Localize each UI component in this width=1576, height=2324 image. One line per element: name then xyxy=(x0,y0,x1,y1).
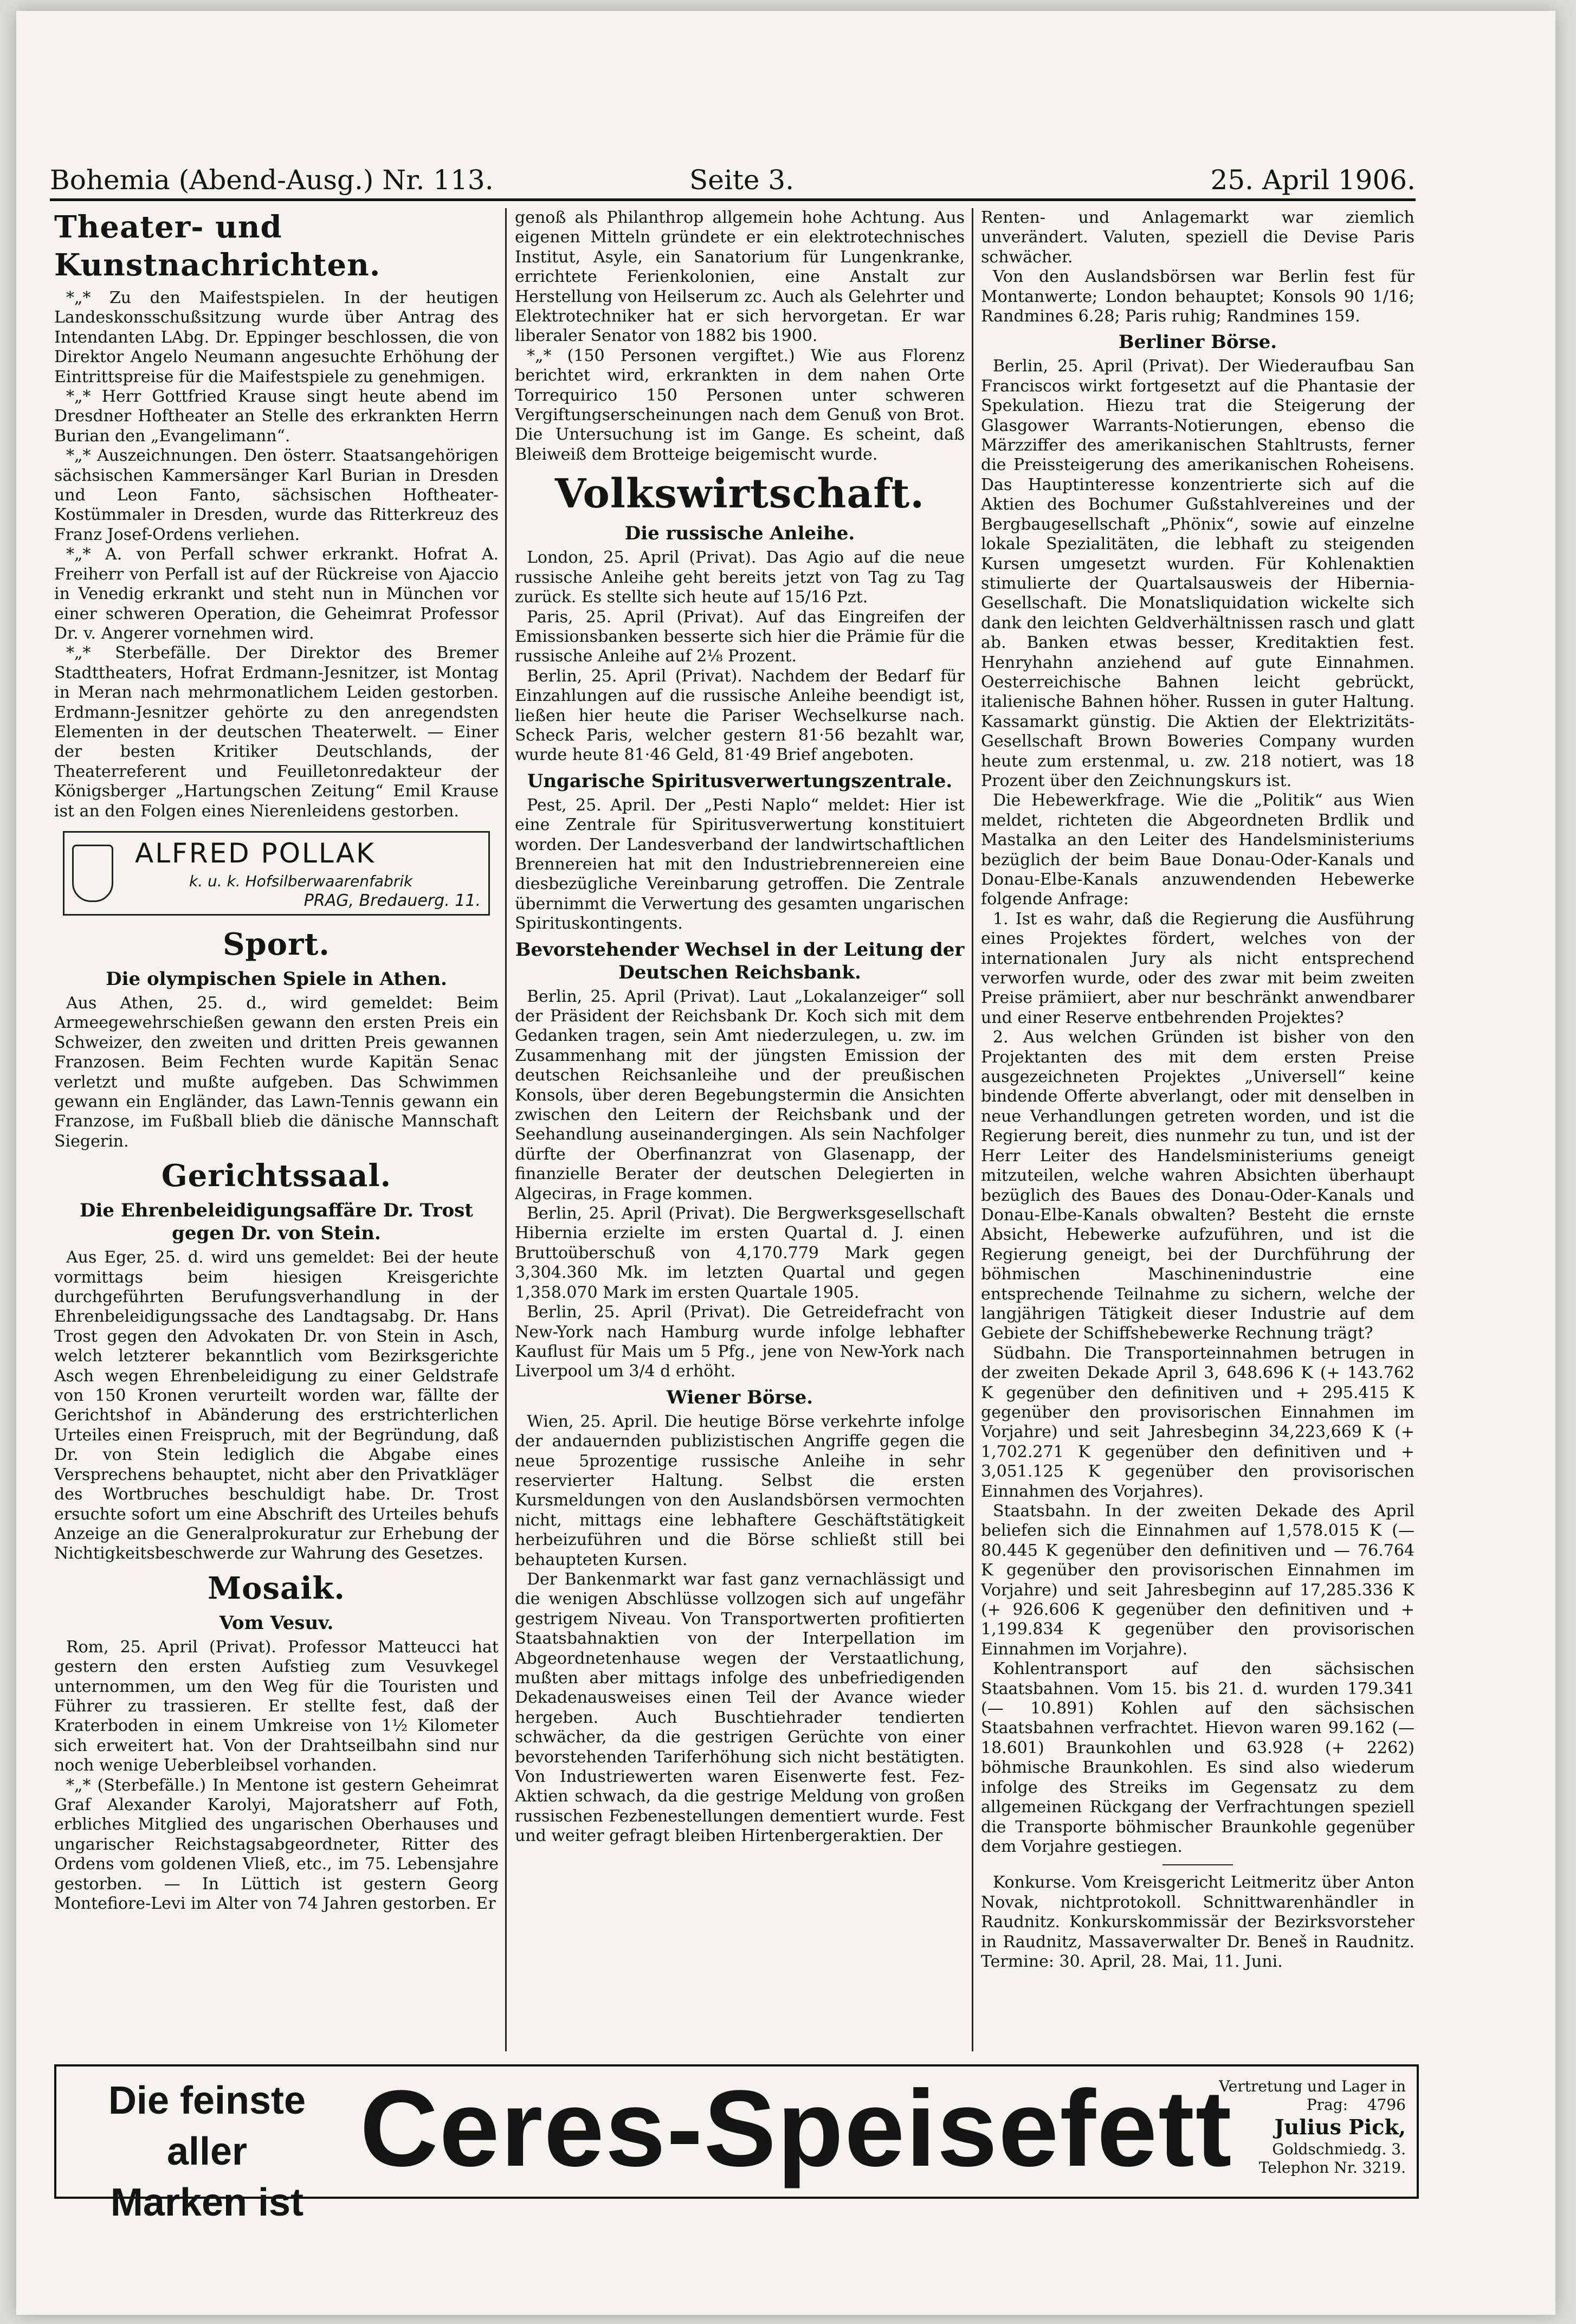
article-paragraph: Aus Eger, 25. d. wird uns gemeldet: Bei der heute vormittags beim hiesigen Kreisgerichte durchgeführten Berufungsverhandlung in der Ehrenbeleidigungssache des Landtagsabg. Dr. Hans Trost gegen den Advokaten Dr. von Stein in Asch, welch letzterer bekanntlich vom Bezirksgerichte Asch wegen Ehrenbeleidigung zu einer Geldstrafe von 150 Kronen verurteilt worden war, fällte der Gerichtshof in Abänderung des erstrichterlichen Urteiles einen Freispruch, mit der Begründung, daß Dr. von Stein lediglich die Abgabe eines Versprechens behauptet, nicht aber den Privatkläger des Wortbruches beschuldigt habe. Dr. Trost ersuchte sofort um eine Abschrift des Urteiles behufs Anzeige an die Generalprokuratur zur Erhebung der Nichtigkeitsbeschwerde zur Wahrung des Gesetzes. xyxy=(54,1248,499,1563)
ad-vendor-line: Vertretung und Lager in xyxy=(1219,2077,1406,2095)
article-heading: Vom Vesuv. xyxy=(219,1612,334,1634)
article-paragraph: 2. Aus welchen Gründen ist bisher von den Projektanten des mit dem ersten Preise ausgezeichneten Projektes „Universell“ keine bindende Offerte abverlangt, oder mit denselben in neue Verhandlungen getreten worden, und ist die Regierung bereit, dies nunmehr zu tun, und ist der Herr Leiter des Handelsministeriums geneigt mitzuteilen, welche wahren Absichten überhaupt bezüglich des Baues des Donau-Oder-Kanals und Donau-Elbe-Kanals obwalten? Besteht die ernste Absicht, Hebewerke aufzuführen, und ist die Regierung geneigt, bei der Durchführung der böhmischen Maschinenindustrie eine entsprechende Teilnahme zu sichern, welche der langjährigen Tätigkeit dieser Industrie auf dem Gebiete der Schiffshebewerke Rechnung trägt? xyxy=(981,1028,1414,1343)
issue-date: 25. April 1906. xyxy=(1210,164,1416,196)
article-paragraph: Die Hebewerkfrage. Wie die „Politik“ aus Wien meldet, richteten die Abgeordneten Brdlik und Mastalka an den Leiter des Handelsministeriums bezüglich der beim Baue Donau-Oder-Kanals und Donau-Elbe-Kanals anzuwendenden Hebewerke folgende Anfrage: xyxy=(981,791,1414,909)
article-paragraph: *„* Herr Gottfried Krause singt heute abend im Dresdner Hoftheater an Stelle des erkrankten Herrn Burian den „Evangelimann“. xyxy=(54,387,499,446)
article-paragraph: genoß als Philanthrop allgemein hohe Achtung. Aus eigenen Mitteln gründete er ein elektrotechnisches Institut, Asyle, ein Sanatorium für Lungenkranke, errichtete Ferienkolonien, eine Anstalt zur Herstellung von Heilserum zc. Auch als Gelehrter und Elektrotechniker hat er sich hervorgetan. Er war liberaler Senator von 1882 bis 1900. xyxy=(515,208,965,346)
page-number: Seite 3. xyxy=(689,164,795,196)
article-paragraph: Berlin, 25. April (Privat). Die Getreidefracht von New-York nach Hamburg wurde infolge lebhafter Kauflust für Mais um 5 Pfg., jene von New-York nach Liverpool um 3/4 d erhöht. xyxy=(515,1303,965,1381)
article-heading: Ungarische Spiritusverwertungszentrale. xyxy=(527,770,953,792)
column-3 xyxy=(981,208,1414,2051)
separator xyxy=(1162,1864,1233,1865)
ad-vendor-block xyxy=(1189,2077,1406,2177)
article-heading: Die olympischen Spiele in Athen. xyxy=(106,968,447,990)
section-heading-theater: Theater- und Kunstnachrichten. xyxy=(54,209,381,283)
section-heading-court: Gerichtssaal. xyxy=(161,1158,392,1194)
ad-ref-number: 4796 xyxy=(1367,2096,1406,2114)
article-paragraph: Staatsbahn. In der zweiten Dekade des April beliefen sich die Einnahmen auf 1,578.015 K (— 80.445 K gegenüber den definitiven und — 76.764 K gegenüber den provisorischen Einnahmen im Vorjahre) und seit Jahresbeginn auf 17,285.336 K (+ 926.606 K gegenüber den definitiven und + 1,199.834 K gegenüber den provisorischen Einnahmen im Vorjahre). xyxy=(981,1502,1414,1659)
ad-company-name: ALFRED POLLAK xyxy=(135,837,376,869)
article-paragraph: Von den Auslandsbörsen war Berlin fest für Montanwerte; London behauptet; Konsols 90 1/16; Randmines 6.28; Paris ruhig; Randmines 159. xyxy=(981,267,1414,326)
article-paragraph: Berlin, 25. April (Privat). Nachdem der Bedarf für Einzahlungen auf die russische Anleihe beendigt ist, ließen hier heute die Pariser Wechselkurse nach. Scheck Paris, welcher gestern 81·56 bezahlt war, wurde heute 81·46 Geld, 81·49 Brief angeboten. xyxy=(515,666,965,765)
column-divider xyxy=(505,208,507,2051)
article-paragraph: Wien, 25. April. Die heutige Börse verkehrte infolge der andauernden publizistischen Angriffe gegen die neue 5prozentige russische Anleihe in sehr reservierter Haltung. Selbst die ersten Kursmeldungen von den Auslandsbörsen vermochten nicht, mittags eine lebhaftere Geschäftstätigkeit herbeizuführen und die Börse schließt still bei behaupteten Kursen. xyxy=(515,1412,965,1569)
article-heading: Die russische Anleihe. xyxy=(624,523,855,545)
article-paragraph: London, 25. April (Privat). Das Agio auf die neue russische Anleihe geht bereits jetzt von Tag zu Tag zurück. Es stellte sich heute auf 15/16 Pzt. xyxy=(515,548,965,607)
article-paragraph: Berlin, 25. April (Privat). Der Wiederaufbau San Franciscos wirkt fortgesetzt auf die Phantasie der Spekulation. Hiezu trat die Steigerung der Glasgower Warrants-Notierungen, ebenso die Märzziffer des amerikanischen Stahltrusts, ferner die Preissteigerung des amerikanischen Roheisens. Das Hauptinteresse konzentrierte sich auf die Aktien des Bochumer Gußstahlvereines und der Bergbaugesellschaft „Phönix“, sowie auf einzelne lokale Spezialitäten, die lebhaft zu steigenden Kursen umgesetzt wurden. Für Kohlenaktien stimulierte der Quartalsausweis der Hibernia-Gesellschaft. Die Monatsliquidation wickelte sich dank den leichten Geldverhältnissen rasch und glatt ab. Banken etwas besser, Kreditaktien fest. Henryhahn anziehend auf gute Einnahmen. Oesterreichische Bahnen leicht gebrückt, italienische Bahnen höher. Russen in guter Haltung. Kassamarkt günstig. Die Aktien der Elektrizitäts-Gesellschaft Brown Boweries Company wurden heute zum erstenmal, u. zw. 218 notiert, was 18 Prozent über den Zeichnungskurs ist. xyxy=(981,357,1414,790)
ad-subtitle: k. u. k. Hofsilberwaarenfabrik xyxy=(189,872,413,890)
section-heading-economy: Volkswirtschaft. xyxy=(554,471,925,518)
article-paragraph: Der Bankenmarkt war fast ganz vernachlässigt und die wenigen Abschlüsse vollzogen sich auf ungefähr gestrigem Niveau. Von Transportwerten profitierten Staatsbahnaktien von der Interpellation im Abgeordnetenhause wegen der Verstaatlichung, mußten aber mittags infolge des unbefriedigenden Dekadenausweises einen Teil der Avance wieder hergeben. Auch Buschtiehrader tendierten schwächer, da die gestrigen Gerüchte von einer bevorstehenden Tariferhöhung sich nicht bestätigten. Von Industriewerten waren Eisenwerte fest. Fez-Aktien schwach, da die gestrige Meldung von großen russischen Fezbenestellungen dementiert wurde. Fest und weiter gefragt bleiben Hirtenbergeraktien. Der xyxy=(515,1569,965,1846)
ad-vendor-line xyxy=(1189,2096,1406,2114)
ad-city: Prag: xyxy=(1306,2096,1348,2114)
ad-vendor-address: Goldschmiedg. 3. xyxy=(1272,2140,1406,2158)
article-paragraph: 1. Ist es wahr, daß die Regierung die Ausführung eines Projektes fördert, welches von der internationalen Jury als nicht entsprechend verworfen wurde, oder des zwar mit beim zweiten Preise prämiiert, aber nur beschränkt anwendbarer und einer Reserve entbehrenden Projektes? xyxy=(981,909,1414,1027)
article-heading: Wiener Börse. xyxy=(666,1386,813,1408)
ad-address: PRAG, Bredauerg. 11. xyxy=(303,891,481,910)
masthead-title: Bohemia (Abend-Ausg.) Nr. 113. xyxy=(50,164,494,196)
column-2 xyxy=(515,208,965,2051)
article-paragraph: Berlin, 25. April (Privat). Die Bergwerksgesellschaft Hibernia erzielte im ersten Quartal d. J. einen Bruttoüberschuß von 4,170.779 Mark gegen 3,304.360 Mk. im letzten Quartal und gegen 1,358.070 Mark im ersten Quartale 1905. xyxy=(515,1204,965,1302)
article-paragraph: *„* Zu den Maifestspielen. In der heutigen Landeskonsschußsitzung wurde über Antrag des Intendanten LAbg. Dr. Eppinger beschlossen, die von Direktor Angelo Neumann angesuchte Erhöhung der Eintrittspreise für die Maifestspiele zu genehmigen. xyxy=(54,288,499,387)
section-heading-mosaik: Mosaik. xyxy=(208,1570,345,1606)
column-1 xyxy=(54,208,499,2051)
section-heading-sport: Sport. xyxy=(223,926,330,962)
article-paragraph: *„* Auszeichnungen. Den österr. Staatsangehörigen sächsischen Kammersänger Karl Burian in Dresden und Leon Fanto, sächsischen Hoftheater-Kostümmaler in Dresden, wurde das Ritterkreuz des Franz Josef-Ordens verliehen. xyxy=(54,446,499,544)
article-paragraph: Südbahn. Die Transporteinnahmen betrugen in der zweiten Dekade April 3, 648.696 K (+ 143.762 K gegenüber den definitiven und + 295.415 K gegenüber den provisorischen Einnahmen im Vorjahre) und seit Jahresbeginn 34,223,669 K (+ 1,702.271 K gegenüber den definitiven und + 3,051.125 K gegenüber den provisorischen Einnahmen des Vorjahres). xyxy=(981,1343,1414,1501)
article-paragraph: Paris, 25. April (Privat). Auf das Eingreifen der Emissionsbanken besserte sich hier die Prämie für die russische Anleihe auf 2⅛ Prozent. xyxy=(515,607,965,666)
article-paragraph: Kohlentransport auf den sächsischen Staatsbahnen. Vom 15. bis 21. d. wurden 179.341 (— 10.891) Kohlen auf den sächsischen Staatsbahnen verfrachtet. Hievon waren 99.162 (— 18.601) Braunkohlen und 63.928 (+ 2262) böhmische Braunkohlen. Es sind also wiederum infolge des Streiks im Gegensatz zu dem allgemeinen Rückgang der Verfrachtungen speziell die Transporte böhmischer Braunkohle gegenüber dem Vorjahre gestiegen. xyxy=(981,1659,1414,1856)
article-paragraph: Rom, 25. April (Privat). Professor Matteucci hat gestern den ersten Aufstieg zum Vesuvkegel unternommen, um den Weg für die Touristen und Führer zu trassieren. Er stellte fest, daß der Kraterboden in einem Umkreise von 1½ Kilometer sich erweitert hat. Von der Drahtseilbahn sind nur noch wenige Ueberbleibsel vorhanden. xyxy=(54,1637,499,1775)
ad-tagline xyxy=(66,2075,348,2228)
masthead xyxy=(50,163,1416,197)
advertisement-ceres xyxy=(54,2064,1419,2224)
article-paragraph: *„* (150 Personen vergiftet.) Wie aus Florenz berichtet wird, erkrankten in dem nahen Orte Torrequirico 150 Personen unter schweren Vergiftungserscheinungen nach dem Genuß von Brot. Die Untersuchung ist im Gange. Es scheint, daß Bleiweiß dem Brotteige beigemischt wurde. xyxy=(515,346,965,464)
article-heading: Bevorstehender Wechsel in der Leitung der Deutschen Reichsbank. xyxy=(515,938,965,983)
article-paragraph: *„* A. von Perfall schwer erkrankt. Hofrat A. Freiherr von Perfall ist auf der Rückreise von Ajaccio in Venedig erkrankt und steht nun in München vor einer schweren Operation, die Geheimrat Professor Dr. v. Angerer vornehmen wird. xyxy=(54,545,499,643)
article-heading: Die Ehrenbeleidigungsaffäre Dr. Trost gegen Dr. von Stein. xyxy=(79,1200,474,1245)
article-paragraph: Pest, 25. April. Der „Pesti Naplo“ meldet: Hier ist eine Zentrale für Spiritusverwertung konstituiert worden. Der Landesverband der landwirtschaftlichen Brennereien hat mit den Industriebrennereien eine diesbezügliche Vereinbarung getroffen. Die Zentrale übernimmt die Verwertung des gesamten ungarischen Spirituskontingents. xyxy=(515,795,965,934)
masthead-rule xyxy=(50,198,1416,201)
article-paragraph: Konkurse. Vom Kreisgericht Leitmeritz über Anton Novak, nichtprotokoll. Schnittwarenhändler in Raudnitz. Konkurskommissär der Bezirksvorsteher in Raudnitz, Massaverwalter Dr. Beneš in Raudnitz. Termine: 30. April, 28. Mai, 11. Juni. xyxy=(981,1873,1414,1971)
article-heading: Berliner Börse. xyxy=(1118,331,1277,353)
article-paragraph: Renten- und Anlagemarkt war ziemlich unverändert. Valuten, speziell die Devise Paris schwächer. xyxy=(981,208,1414,267)
ad-vendor-name: Julius Pick, xyxy=(1274,2115,1406,2139)
column-divider xyxy=(972,208,973,2051)
ad-tagline-line: Marken ist xyxy=(110,2181,304,2224)
ad-tagline-line: Die feinste aller xyxy=(108,2079,306,2173)
ad-vendor-phone: Telephon Nr. 3219. xyxy=(1258,2159,1406,2177)
advertisement-pollak xyxy=(63,831,490,916)
article-paragraph: Aus Athen, 25. d., wird gemeldet: Beim Armeegewehrschießen gewann den ersten Preis ein Schweizer, den zweiten und dritten Preis gewannen Franzosen. Beim Fechten wurde Kapitän Senac verletzt und mußte aufgeben. Das Schwimmen gewann ein Engländer, das Lawn-Tennis gewann ein Franzose, im Fußball blieb die dänische Mannschaft Siegerin. xyxy=(54,993,499,1151)
article-paragraph: *„* Sterbefälle. Der Direktor des Bremer Stadttheaters, Hofrat Erdmann-Jesnitzer, ist Montag in Meran nach mehrmonatlichem Leiden gestorben. Erdmann-Jesnitzer gehörte zu den anregendsten Elementen in der deutschen Theaterwelt. — Einer der besten Kritiker Deutschlands, der Theaterreferent und Feuilletonredakteur der Königsberger „Hartungschen Zeitung“ Emil Krause ist an den Folgen eines Nierenleidens gestorben. xyxy=(54,643,499,821)
article-paragraph: *„* (Sterbefälle.) In Mentone ist gestern Geheimrat Graf Alexander Karolyi, Majoratsherr auf Foth, erbliches Mitglied des ungarischen Oberhauses und ungarischer Reichstagsabgeordneter, Ritter des Ordens vom goldenen Vließ, etc., im 75. Lebensjahre gestorben. — In Lüttich ist gestern Georg Montefiore-Levi im Alter von 74 Jahren gestorben. Er xyxy=(54,1775,499,1913)
article-paragraph: Berlin, 25. April (Privat). Laut „Lokalanzeiger“ soll der Präsident der Reichsbank Dr. Koch sich mit dem Gedanken tragen, sein Amt niederzulegen, u. zw. im Zusammenhang mit der jüngsten Emission der deutschen Reichsanleihe und der preußischen Konsols, über deren Begebungstermin die Ansichten zwischen den Leitern der Reichsbank und der Seehandlung auseinandergingen. Als sein Nachfolger dürfte der Oberfinanzrat von Glasenapp, der finanzielle Berater der deutschen Delegierten in Algeciras, in Frage kommen. xyxy=(515,987,965,1203)
crest-icon xyxy=(72,845,113,902)
ad-product-name: Ceres-Speisefett xyxy=(360,2068,1233,2189)
